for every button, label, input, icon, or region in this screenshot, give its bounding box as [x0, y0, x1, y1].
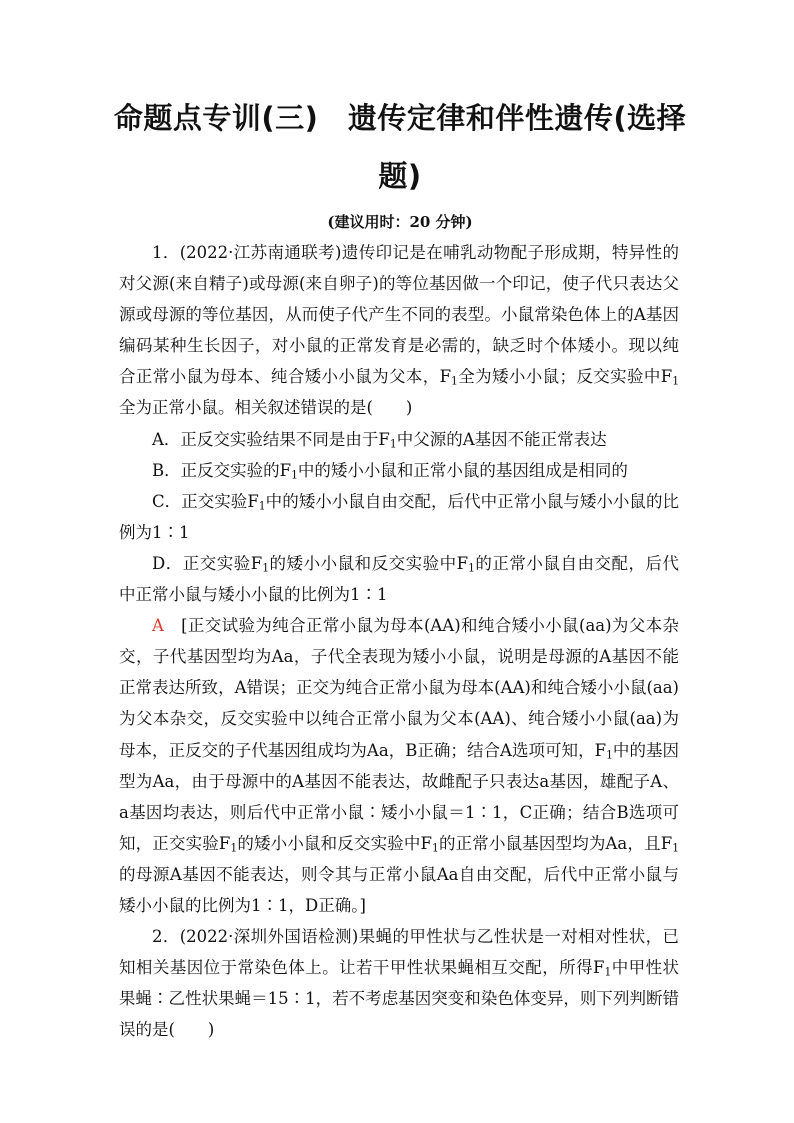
question-1-option-b: B．正反交实验的$F_1$中的矮小小鼠和正常小鼠的基因组成是相同的: [152, 460, 628, 482]
answer-letter: A: [152, 616, 164, 636]
question-1-option-a: A．正反交实验结果不同是由于$F_1$中父源的A基因不能正常表达: [152, 429, 607, 451]
page-title-line-1: 命题点专训(三) 遗传定律和伴性遗传(选择: [113, 101, 687, 135]
suggested-time: (建议用时：20 分钟): [327, 213, 473, 231]
question-1-option-c: C．正交实验$F_1$中的矮小小鼠自由交配，后代中正常小鼠与矮小小鼠的比例为1∶1: [119, 491, 680, 542]
question-body: [119, 237, 679, 1045]
question-1-option-d: D．正交实验$F_1$的矮小小鼠和反交实验中$F_1$的正常小鼠自由交配，后代中正常小鼠与矮小小鼠的比例为1∶1: [119, 553, 679, 605]
question-2-stem: 2．(2022·深圳外国语检测)果蝇的甲性状与乙性状是一对相对性状，已知相关基因位于常染色体上。让若干甲性状果蝇相互交配，所得$F_1$中甲性状果蝇∶乙性状果蝇＝15∶1，若不考虑基因突变和染色体变异，则下列判断错误的是( ): [119, 927, 679, 1040]
page-title-line-2: 题): [378, 159, 422, 193]
question-1-stem: 1．(2022·江苏南通联考)遗传印记是在哺乳动物配子形成期，特异性的对父源(来自精子)或母源(来自卵子)的等位基因做一个印记，使子代只表达父源或母源的等位基因，从而使子代产生不同的表型。小鼠常染色体上的A基因编码某种生长因子，对小鼠的正常发育是必需的，缺乏时个体矮小。现以纯合正常小鼠为母本、纯合矮小小鼠为父本，$F_1$全为矮小小鼠；反交实验中$F_1$全为正常小鼠。相关叙述错误的是( ): [119, 243, 680, 418]
question-1-explanation: A [正交试验为纯合正常小鼠为母本(AA)和纯合矮小小鼠(aa)为父本杂交，子代基因型均为Aa，子代全表现为矮小小鼠，说明是母源的A基因不能正常表达所致，A错误；正交为纯合正常小鼠为母本(AA)和纯合矮小小鼠(aa)为父本杂交，反交实验中以纯合正常小鼠为父本(AA)、纯合矮小小鼠(aa)为母本，正反交的子代基因组成均为Aa，B正确；结合A选项可知，$F_1$中的基因型为Aa，由于母源中的A基因不能表达，故雌配子只表达a基因，雄配子A、a基因均表达，则后代中正常小鼠∶矮小小鼠＝1∶1，C正确；结合B选项可知，正交实验$F_1$的矮小小鼠和反交实验中$F_1$的正常小鼠基因型均为Aa，且$F_1$的母源A基因不能表达，则令其与正常小鼠Aa自由交配，后代中正常小鼠与矮小小鼠的比例为1∶1，D正确。]: [119, 616, 680, 915]
